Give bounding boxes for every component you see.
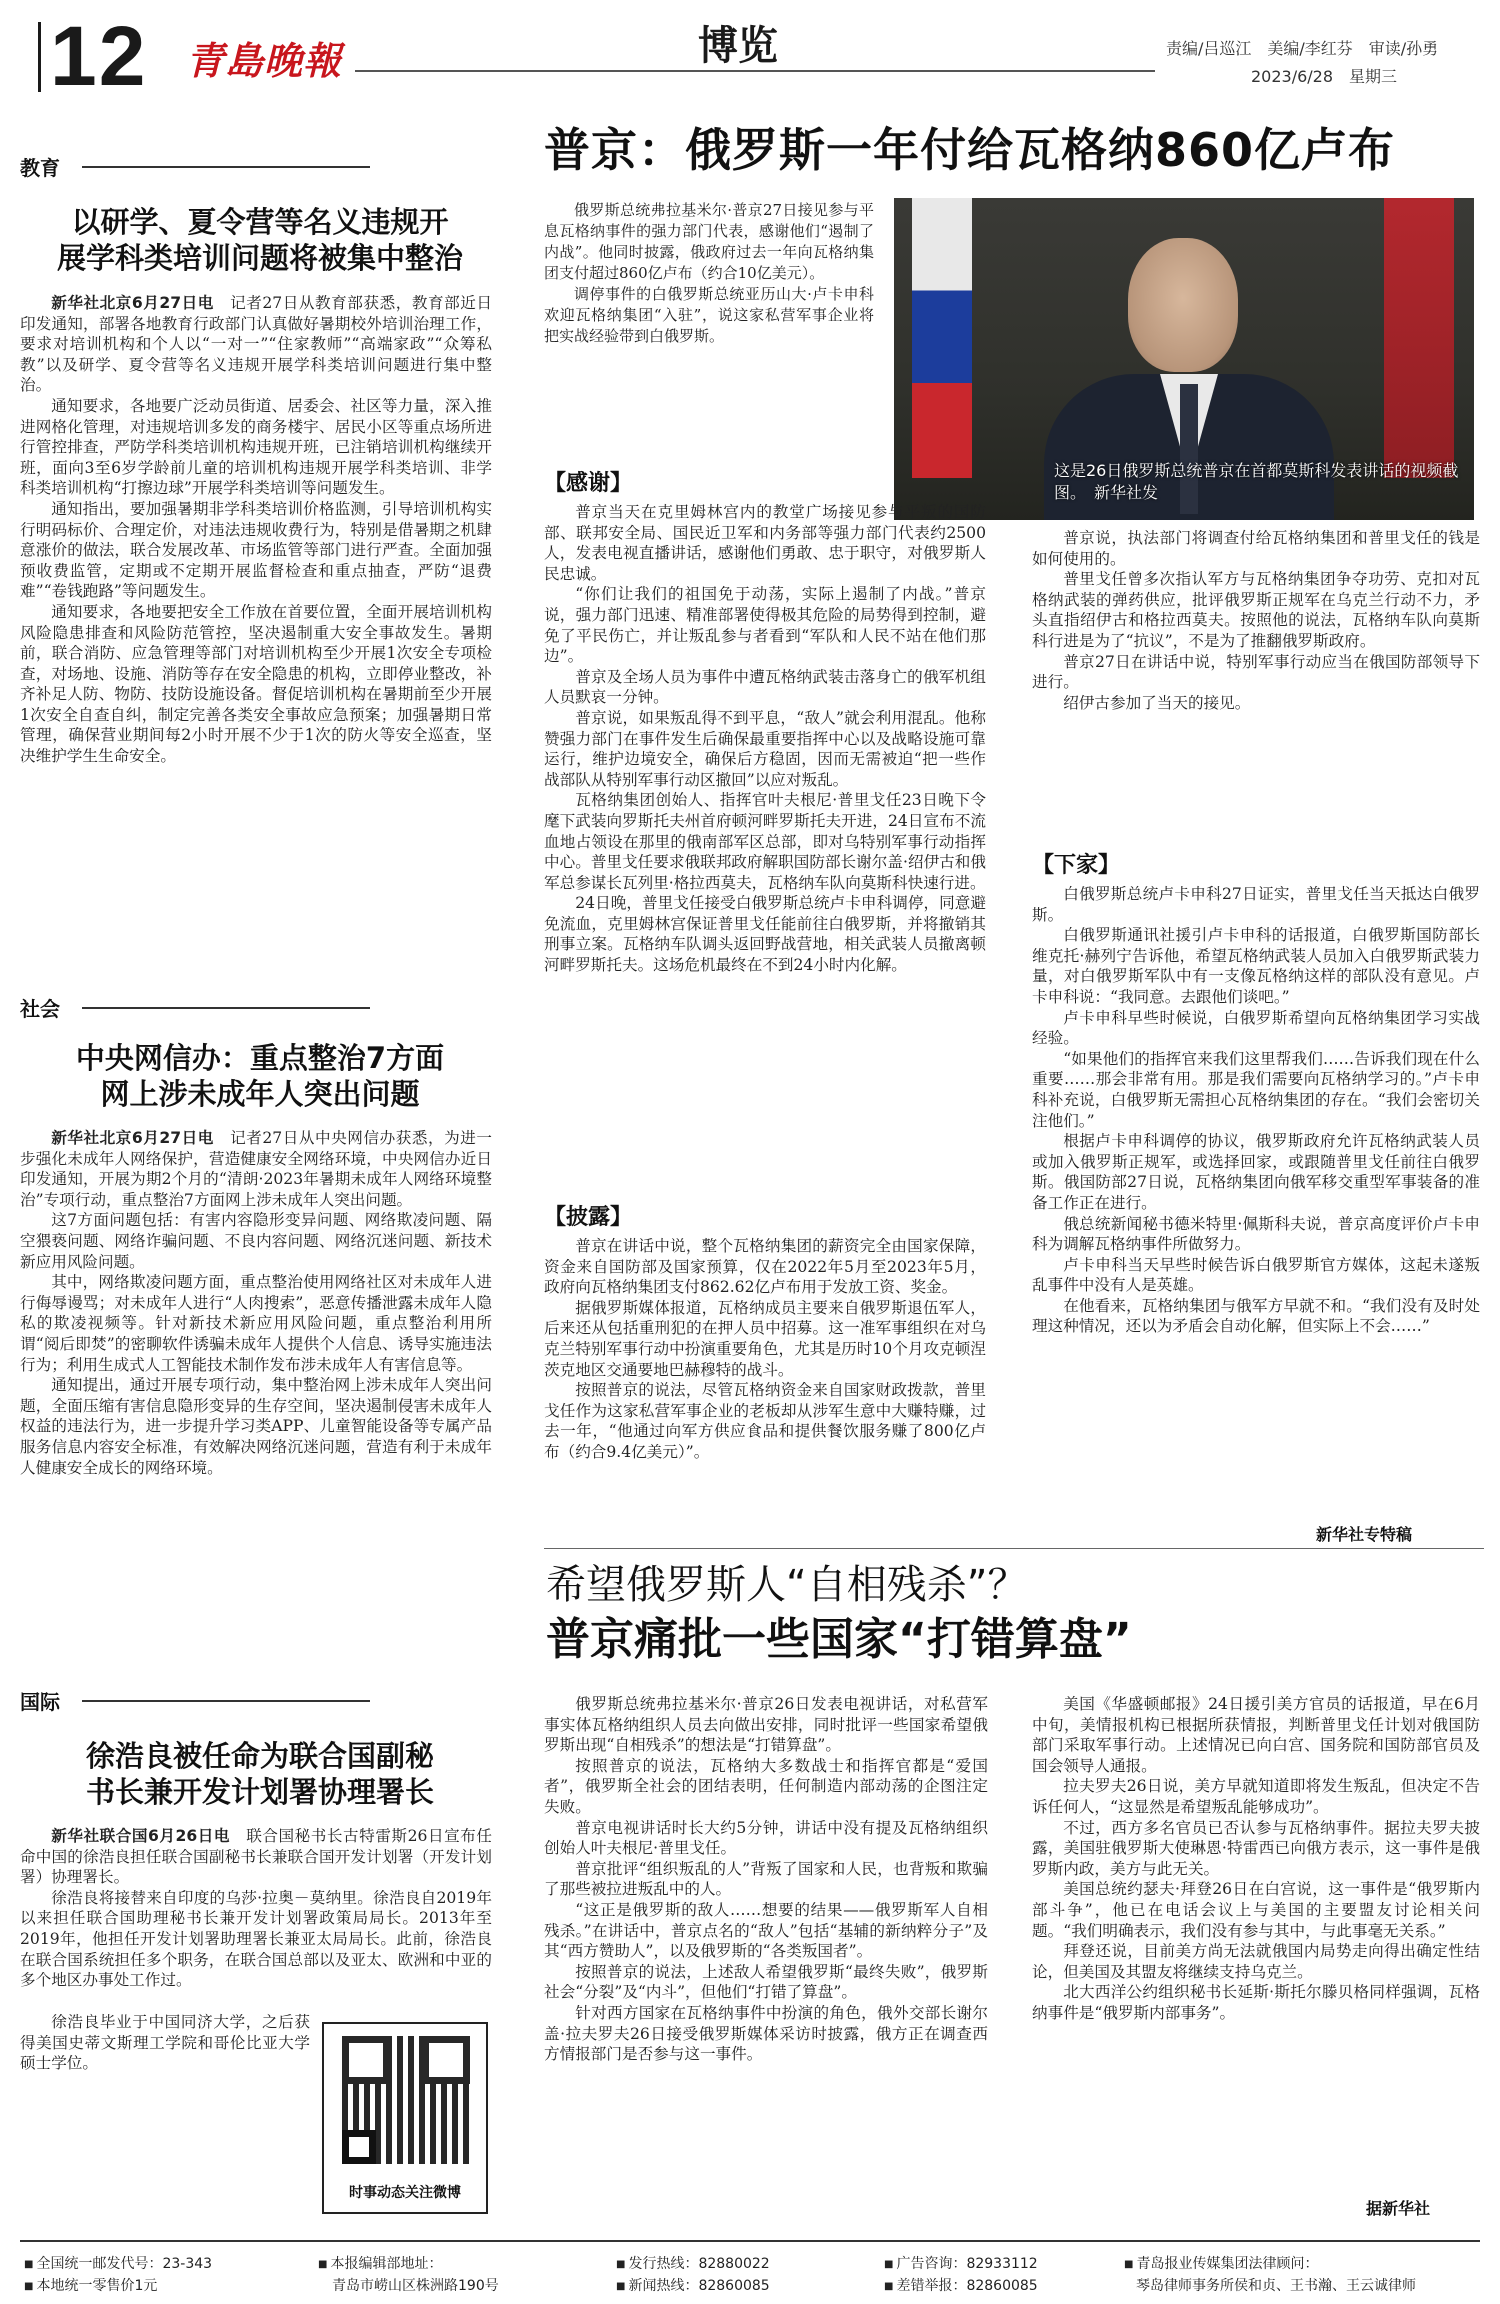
paragraph: 白俄罗斯通讯社援引卢卡申科的话报道，白俄罗斯国防部长维克托·赫列宁告诉他，希望瓦格纳武装人员加入白俄罗斯武装力量，对白俄罗斯军队中有一支像瓦格纳这样的部队没有意见。卢卡申科说：“我同意。去跟他们谈吧。” bbox=[1032, 926, 1480, 1006]
international-headline-line2: 书长兼开发计划署协理署长 bbox=[85, 1775, 434, 1809]
subhead-next: 【下家】 bbox=[1032, 853, 1121, 878]
paragraph: 瓦格纳集团创始人、指挥官叶夫根尼·普里戈任23日晚下令麾下武装向罗斯托夫州首府顿河畔罗斯托夫开进，24日宣布不流血地占领设在那里的俄南部军区总部，即对乌特别军事行动指挥中心。普里戈任要求俄联邦政府解职国防部长谢尔盖·绍伊古和俄军总参谋长瓦列里·格拉西莫夫，瓦格纳车队向莫斯科快速行进。 bbox=[544, 791, 986, 892]
paragraph: 白俄罗斯总统卢卡申科27日证实，普里戈任当天抵达白俄罗斯。 bbox=[1032, 885, 1480, 924]
paragraph: 联合国秘书长古特雷斯26日宣布任命中国的徐浩良担任联合国副秘书长兼联合国开发计划署（开发计划署）协理署长。 bbox=[20, 1827, 492, 1887]
paragraph: 通知要求，各地要把安全工作放在首要位置，全面开展培训机构风险隐患排查和风险防范管控，坚决遏制重大安全事故发生。暑期前，联合消防、应急管理等部门对培训机构至少开展1次安全专项检查，对场地、设施、消防等存在安全隐患的机构，立即停业整改，补齐补足人防、物防、技防设施设备。督促培训机构在暑期前至少开展1次安全自查自纠，制定完善各类安全事故应急预案；加强暑期日常管理，确保营业期间每2小时开展不少于1次的防火等安全巡查，坚决维护学生生命安全。 bbox=[20, 602, 492, 766]
publication-date: 2023/6/28 星期三 bbox=[1251, 67, 1398, 86]
paragraph: 按照普京的说法，尽管瓦格纳资金来自国家财政拨款，普里戈任作为这家私营军事企业的老板却从涉军生意中大赚特赚，过去一年，“他通过向军方供应食品和提供餐饮服务赚了800亿卢布（约合9.4亿美元）”。 bbox=[544, 1381, 986, 1461]
reveal-body-part2 bbox=[1032, 528, 1480, 840]
russian-flag bbox=[912, 198, 972, 478]
dateline: 新华社北京6月27日电 bbox=[51, 294, 214, 312]
paragraph: 按照普京的说法，上述敌人希望俄罗斯“最终失败”，俄罗斯社会“分裂”及“内斗”，但他们“打错了算盘”。 bbox=[544, 1962, 988, 2002]
paragraph: 按照普京的说法，瓦格纳大多数战士和指挥官都是“爱国者”，俄罗斯全社会的团结表明，任何制造内部动荡的企图注定失败。 bbox=[544, 1756, 988, 1816]
article-signature: 新华社专特稿 bbox=[1316, 1525, 1413, 1544]
international-article-body-top bbox=[20, 1826, 492, 2012]
education-article-body bbox=[20, 293, 492, 975]
footer-news-hotline: ■ 新闻热线：82860085 bbox=[616, 2276, 770, 2297]
education-headline-line1: 以研学、夏令营等名义违规开 bbox=[71, 205, 449, 239]
paragraph: 其中，网络欺凌问题方面，重点整治使用网络社区对未成年人进行侮辱谩骂；对未成年人进行“人肉搜索”，恶意传播泄露未成年人隐私的欺凌视频等。针对新技术新应用风险问题，重点整治利用所谓“阅后即焚”的密聊软件诱骗未成年人提供个人信息、诱导实施违法行为；利用生成式人工智能技术制作发布涉未成年人有害信息等。 bbox=[20, 1273, 492, 1374]
page-footer bbox=[0, 2240, 1500, 2304]
dateline: 新华社联合国6月26日电 bbox=[51, 1827, 231, 1845]
paragraph: 普京说，如果叛乱得不到平息，“敌人”就会利用混乱。他称赞强力部门在事件发生后确保最重要指挥中心以及战略设施可靠运行，维护边境安全，确保后方稳固，因而无需被迫“把一些作战部队从特别军事行动区撤回”以应对叛乱。 bbox=[544, 708, 986, 789]
page-number-bar bbox=[38, 22, 41, 92]
paragraph: 记者27日从教育部获悉，教育部近日印发通知，部署各地教育行政部门认真做好暑期校外培训治理工作，要求对培训机构和个人以“一对一”“住家教师”“高端家政”“众筹私教”以及研学、夏令营等名义违规开展学科类培训问题进行集中整治。 bbox=[20, 294, 492, 395]
section-label-international: 国际 bbox=[20, 1690, 60, 1714]
paragraph: 根据卢卡申科调停的协议，俄罗斯政府允许瓦格纳武装人员或加入俄罗斯正规军，或选择回家，或跟随普里戈任前往白俄罗斯。俄国防部27日说，瓦格纳集团向俄军移交重型军事装备的准备工作正在进行。 bbox=[1032, 1132, 1480, 1212]
qr-finder-pattern bbox=[342, 2130, 376, 2164]
footer-rule bbox=[20, 2240, 1480, 2242]
education-headline-line2: 展学科类培训问题将被集中整治 bbox=[56, 241, 463, 275]
thanks-body bbox=[544, 502, 986, 1188]
paragraph: 普京说，执法部门将调查付给瓦格纳集团和普里戈任的钱是如何使用的。 bbox=[1032, 529, 1480, 568]
article2-headline-line2: 普京痛批一些国家“打错算盘” bbox=[546, 1614, 1132, 1665]
footer-retail-price: ■ 本地统一零售价1元 bbox=[24, 2276, 157, 2297]
article2-signature: 据新华社 bbox=[1366, 2199, 1431, 2218]
main-lede bbox=[544, 200, 874, 462]
paragraph: 俄总统新闻秘书德米特里·佩斯科夫说，普京高度评价卢卡申科为调解瓦格纳事件所做努力。 bbox=[1032, 1214, 1480, 1254]
paragraph: 拉夫罗夫26日说，美方早就知道即将发生叛乱，但决定不告诉任何人，“这显然是希望叛乱能够成功”。 bbox=[1032, 1777, 1480, 1816]
subhead-reveal: 【披露】 bbox=[544, 1205, 633, 1230]
section-title: 博览 bbox=[698, 23, 778, 69]
dateline: 新华社北京6月27日电 bbox=[51, 1129, 214, 1147]
qr-code-label: 时事动态关注微博 bbox=[349, 2185, 461, 2201]
paragraph: 通知指出，要加强暑期非学科类培训价格监测，引导培训机构实行明码标价、合理定价，对违法违规收费行为，特别是借暑期之机肆意涨价的做法，联合发展改革、市场监管等部门进行严查。全面加强预收费监管，定期或不定期开展监督检查和重点抽查，严防“退费难”“卷钱跑路”等问题发生。 bbox=[20, 499, 492, 601]
article2-body-col1 bbox=[544, 1694, 988, 2226]
footer-error-report: ■ 差错举报：82860085 bbox=[884, 2276, 1038, 2297]
society-headline-line2: 网上涉未成年人突出问题 bbox=[100, 1077, 420, 1111]
paragraph: 卢卡申科早些时候说，白俄罗斯希望向瓦格纳集团学习实战经验。 bbox=[1032, 1008, 1480, 1048]
editor-credits: 责编/吕巡江 美编/李红芬 审读/孙勇 bbox=[1166, 39, 1439, 58]
masthead-rule bbox=[355, 70, 1155, 72]
section-rule bbox=[82, 166, 370, 168]
footer-legal-counsel: 琴岛律师事务所侯和贞、王书瀚、王云诚律师 bbox=[1136, 2278, 1416, 2294]
putin-speech-photo bbox=[894, 198, 1474, 520]
paragraph: 普京在讲话中说，整个瓦格纳集团的薪资完全由国家保障，资金来自国防部及国家预算，仅在2022年5月至2023年5月，政府向瓦格纳集团支付862.62亿卢布用于发放工资、奖金。 bbox=[544, 1237, 986, 1297]
main-headline: 普京：俄罗斯一年付给瓦格纳860亿卢布 bbox=[544, 123, 1396, 177]
section-label-society: 社会 bbox=[20, 997, 60, 1021]
masthead bbox=[0, 0, 1500, 103]
paragraph: 据俄罗斯媒体报道，瓦格纳成员主要来自俄罗斯退伍军人，后来还从包括重刑犯的在押人员中招募。这一准军事组织在对乌克兰特别军事行动中扮演重要角色，尤其是历时10个月攻克顿涅茨克地区交通要地巴赫穆特的战斗。 bbox=[544, 1298, 986, 1379]
society-headline-line1: 中央网信办：重点整治7方面 bbox=[75, 1041, 445, 1075]
paragraph: 针对西方国家在瓦格纳事件中扮演的角色，俄外交部长谢尔盖·拉夫罗夫26日接受俄罗斯媒体采访时披露，俄方正在调查西方情报部门是否参与这一事件。 bbox=[544, 2003, 988, 2064]
paragraph: 俄罗斯总统弗拉基米尔·普京26日发表电视讲话，对私营军事实体瓦格纳组织人员去向做出安排，同时批评一些国家希望俄罗斯出现“自相残杀”的想法是“打错算盘”。 bbox=[544, 1695, 988, 1755]
paragraph: 普里戈任曾多次指认军方与瓦格纳集团争夺功劳、克扣对瓦格纳武装的弹药供应，批评俄罗斯正规军在乌克兰行动不力，矛头直指绍伊古和格拉西莫夫。按照他的说法，瓦格纳车队向莫斯科行进是为了“抗议”，不是为了推翻俄罗斯政府。 bbox=[1032, 570, 1480, 650]
paragraph: “你们让我们的祖国免于动荡，实际上遏制了内战。”普京说，强力部门迅速、精准部署使得极其危险的局势得到控制，避免了平民伤亡，并让叛乱参与者看到“军队和人民不站在他们那边”。 bbox=[544, 585, 986, 666]
international-headline-line1: 徐浩良被任命为联合国副秘 bbox=[85, 1739, 434, 1773]
paragraph: “这正是俄罗斯的敌人……想要的结果——俄罗斯军人自相残杀。”在讲话中，普京点名的“敌人”包括“基辅的新纳粹分子”及其“西方赞助人”，以及俄罗斯的“各类叛国者”。 bbox=[544, 1900, 988, 1961]
paragraph: 调停事件的白俄罗斯总统亚历山大·卢卡申科欢迎瓦格纳集团“入驻”，说这家私营军事企业将把实战经验带到白俄罗斯。 bbox=[544, 285, 874, 345]
paragraph: 拜登还说，目前美方尚无法就俄国内局势走向得出确定性结论，但美国及其盟友将继续支持乌克兰。 bbox=[1032, 1942, 1480, 1981]
paragraph: 绍伊古参加了当天的接见。 bbox=[1063, 693, 1251, 712]
footer-legal-counsel-label: ■ 青岛报业传媒集团法律顾问： bbox=[1124, 2254, 1318, 2275]
paragraph: 徐浩良毕业于中国同济大学，之后获得美国史蒂文斯理工学院和哥伦比亚大学硕士学位。 bbox=[20, 2013, 310, 2073]
paragraph: 普京27日在讲话中说，特别军事行动应当在俄国防部领导下进行。 bbox=[1032, 652, 1480, 692]
footer-ad-hotline: ■ 广告咨询：82933112 bbox=[884, 2254, 1038, 2275]
page-number: 12 bbox=[50, 9, 148, 103]
paragraph: 美国《华盛顿邮报》24日援引美方官员的话报道，早在6月中旬，美情报机构已根据所获情报，判断普里戈任计划对俄国防部门采取军事行动。上述情况已向白宫、国务院和国防部官员及国会领导人通报。 bbox=[1032, 1695, 1480, 1775]
footer-distribution-hotline: ■ 发行热线：82880022 bbox=[616, 2254, 770, 2275]
paragraph: 不过，西方多名官员已否认参与瓦格纳事件。据拉夫罗夫披露，美国驻俄罗斯大使琳恩·特雷西已向俄方表示，这一事件是俄罗斯内政，美方与此无关。 bbox=[1032, 1818, 1480, 1878]
section-rule bbox=[82, 1007, 370, 1009]
paragraph: 卢卡申科当天早些时候告诉白俄罗斯官方媒体，这起未遂叛乱事件中没有人是英雄。 bbox=[1032, 1255, 1480, 1295]
international-article-body-bottom bbox=[20, 2012, 310, 2210]
paragraph: 北大西洋公约组织秘书长延斯·斯托尔滕贝格同样强调，瓦格纳事件是“俄罗斯内部事务”。 bbox=[1032, 1983, 1480, 2022]
footer-postal-code: ■ 全国统一邮发代号：23-343 bbox=[24, 2254, 212, 2275]
speaker-head bbox=[1128, 238, 1238, 372]
section-label-education: 教育 bbox=[20, 156, 60, 180]
paragraph: “如果他们的指挥官来我们这里帮我们……告诉我们现在什么重要……那会非常有用。那是我们需要向瓦格纳学习的。”卢卡申科补充说，白俄罗斯无需担心瓦格纳集团的存在。“我们会密切关注他们。” bbox=[1032, 1049, 1480, 1130]
reveal-body-part1 bbox=[544, 1236, 986, 1540]
footer-address: 青岛市崂山区株洲路190号 bbox=[332, 2278, 499, 2294]
paragraph: 徐浩良将接替来自印度的乌莎·拉奥－莫纳里。徐浩良自2019年以来担任联合国助理秘书长兼开发计划署政策局局长。2013年至2019年，他担任开发计划署助理署长兼亚太局局长。此前，徐浩良在联合国系统担任多个职务，在联合国总部以及亚太、欧洲和中亚的多个地区办事处工作过。 bbox=[20, 1888, 492, 1990]
footer-address-label: ■ 本报编辑部地址： bbox=[318, 2254, 442, 2275]
subhead-thanks: 【感谢】 bbox=[544, 471, 633, 496]
paragraph: 俄罗斯总统弗拉基米尔·普京27日接见参与平息瓦格纳事件的强力部门代表，感谢他们“遏制了内战”。他同时披露，俄政府过去一年向瓦格纳集团支付超过860亿卢布（约合10亿美元）。 bbox=[544, 201, 874, 282]
article2-body-col2 bbox=[1032, 1694, 1480, 2194]
paragraph: 在他看来，瓦格纳集团与俄军方早就不和。“我们没有及时处理这种情况，还以为矛盾会自动化解，但实际上不会……” bbox=[1032, 1296, 1480, 1336]
paragraph: 美国总统约瑟夫·拜登26日在白宫说，这一事件是“俄罗斯内部斗争”，他已在电话会议上与美国的主要盟友讨论相关问题。“我们明确表示，我们没有参与其中，与此事毫无关系。” bbox=[1032, 1880, 1480, 1940]
paragraph: 这7方面问题包括：有害内容隐形变异问题、网络欺凌问题、隔空猥亵问题、网络诈骗问题、不良内容问题、网络沉迷问题、新技术新应用风险问题。 bbox=[20, 1211, 492, 1271]
paragraph: 通知要求，各地要广泛动员街道、居委会、社区等力量，深入推进网格化管理，对违规培训多发的商务楼宇、居民小区等重点场所进行管控排查，严防学科类培训机构违规开班，已注销培训机构继续开班，面向3至6岁学龄前儿童的培训机构违规开展学科类培训、非学科类培训机构“打擦边球”开展学科类培训等问题发生。 bbox=[20, 396, 492, 498]
paper-logo: 青島晚報 bbox=[186, 38, 343, 83]
paragraph: 普京批评“组织叛乱的人”背叛了国家和人民，也背叛和欺骗了那些被拉进叛乱中的人。 bbox=[544, 1859, 988, 1899]
society-article-body bbox=[20, 1128, 492, 1656]
paragraph: 普京当天在克里姆林宫内的教堂广场接见参与平叛的国防部、联邦安全局、国民近卫军和内务部等强力部门代表约2500人，发表电视直播讲话，感谢他们勇敢、忠于职守，对俄罗斯人民忠诚。 bbox=[544, 503, 986, 583]
next-body bbox=[1032, 884, 1480, 1522]
paragraph: 24日晚，普里戈任接受白俄罗斯总统卢卡申科调停，同意避免流血，克里姆林宫保证普里戈任能前往白俄罗斯，并将撤销其刑事立案。瓦格纳车队调头返回野战营地，相关武装人员撤离顿河畔罗斯托夫。这场危机最终在不到24小时内化解。 bbox=[544, 894, 986, 975]
article-divider bbox=[544, 1548, 1484, 1549]
presidential-standard bbox=[1384, 198, 1454, 478]
article2-headline-line1: 希望俄罗斯人“自相残杀”？ bbox=[546, 1562, 1028, 1608]
paragraph: 通知提出，通过开展专项行动，集中整治网上涉未成年人突出问题，全面压缩有害信息隐形变异的生存空间，坚决遏制侵害未成年人权益的违法行为，进一步提升学习类APP、儿童智能设备等专属产品服务信息内容安全标准，有效解决网络沉迷问题，营造有利于未成年人健康安全成长的网络环境。 bbox=[20, 1376, 492, 1477]
photo-caption: 这是26日俄罗斯总统普京在首都莫斯科发表讲话的视频截图。 新华社发 bbox=[1054, 461, 1459, 502]
paragraph: 记者27日从中央网信办获悉，为进一步强化未成年人网络保护，营造健康安全网络环境，中央网信办近日印发通知，开展为期2个月的“清朗·2023年暑期未成年人网络环境整治”专项行动，重点整治7方面网上涉未成年人突出问题。 bbox=[20, 1129, 492, 1209]
paragraph: 普京及全场人员为事件中遭瓦格纳武装击落身亡的俄军机组人员默哀一分钟。 bbox=[544, 667, 986, 707]
section-rule bbox=[82, 1700, 370, 1702]
paragraph: 普京电视讲话时长大约5分钟，讲话中没有提及瓦格纳组织创始人叶夫根尼·普里戈任。 bbox=[544, 1818, 988, 1858]
qr-code-box[interactable] bbox=[322, 2022, 488, 2214]
